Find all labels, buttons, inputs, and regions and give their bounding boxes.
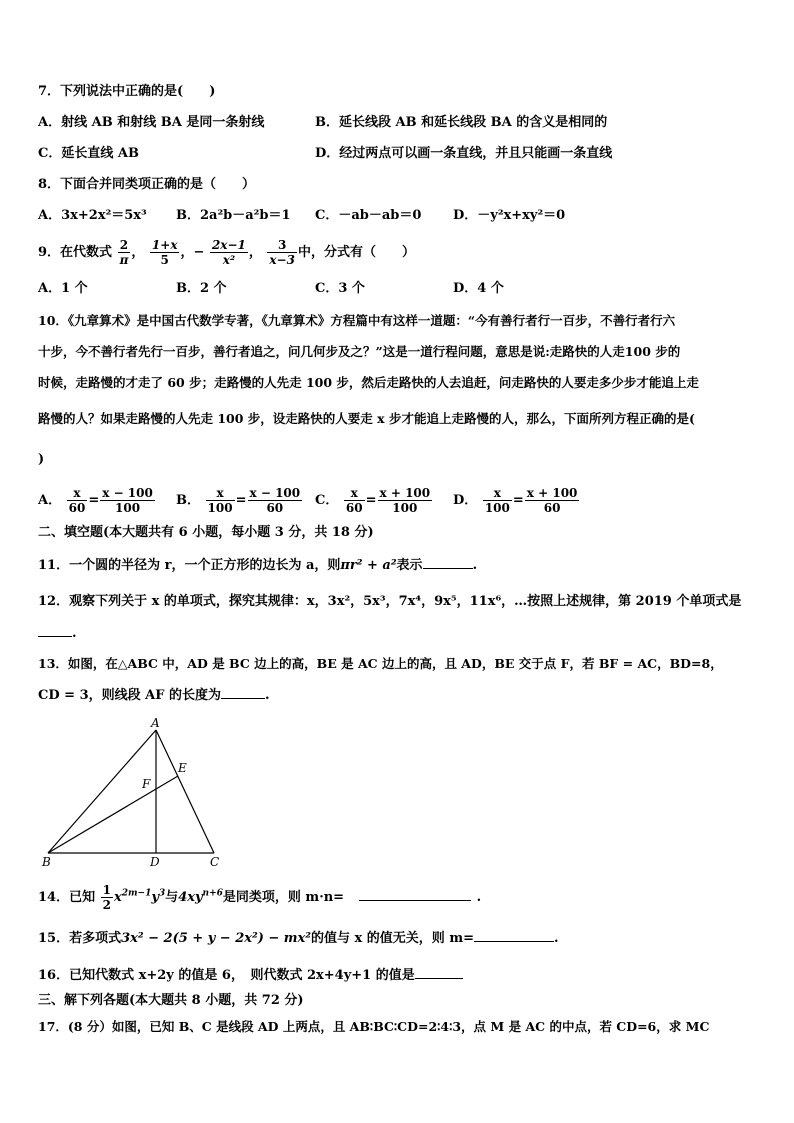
edge-ac (156, 730, 214, 853)
q9-fraction-2: $\frac{1+x}{5}$ (151, 238, 178, 267)
q8-option-a: A．3x+2x²＝5x³ (38, 208, 147, 223)
q10-option-c: C． $\frac{x}{60}$ = $\frac{x + 100}{100}$ (315, 486, 431, 515)
q7-option-c: C．延长直线 AB (38, 146, 139, 161)
q8-option-d: D．－y²x+xy²＝0 (453, 208, 566, 223)
q11-answer-blank[interactable] (423, 556, 473, 569)
q9-option-a: A．1 个 (38, 281, 88, 296)
q12-line-1: 12．观察下列关于 x 的单项式，探究其规律：x，3x²，5x³，7x⁴，9x⁵，11x⁶，…按照上述规律，第 2019 个单项式是 (38, 594, 742, 609)
q10-line-1: 10．《九章算术》是中国古代数学专著，《九章算术》方程篇中有这样一道题：“今有善行者行一百步，不善行者行六 (38, 313, 676, 328)
q10-line-2: 十步，今不善行者先行一百步，善行者追之，问几何步及之？”这是一道行程问题，意思是说:走路快的人走100 步的 (38, 344, 681, 359)
q14-answer-blank[interactable] (359, 888, 471, 901)
section-3-heading: 三、解下列各题(本大题共 8 小题，共 72 分) (38, 993, 304, 1008)
q13-line-1: 13．如图，在△ABC 中，AD 是 BC 边上的高，BE 是 AC 边上的高，且 AD，BE 交于点 F，若 BF = AC，BD=8， (38, 656, 723, 671)
q15: 15．若多项式3x² − 2(5 + y − 2x²) − mx²的值与 x 的值无关，则 m= . (38, 931, 559, 946)
q9-stem: 9．在代数式 $\frac{2}{\pi}$ ， $\frac{1+x}{5}$ ，− $\frac{2x-1}{\text{x²}}$ ， $\frac{3}{x-3}$ 中，分式有（ ） (38, 238, 415, 267)
label-b: B (42, 855, 51, 869)
label-d: D (150, 855, 160, 869)
q9-fraction-3: $\frac{2x-1}{\text{x²}}$ (211, 238, 246, 267)
q13-answer-blank[interactable] (221, 686, 265, 699)
label-c: C (210, 855, 220, 869)
q9-fraction-1: $\frac{2}{\pi}$ (119, 238, 129, 267)
q16-answer-blank[interactable] (415, 966, 463, 979)
label-e: E (178, 761, 187, 775)
q12-line-2: . (38, 624, 77, 643)
q10-option-d: D． $\frac{x}{100}$ = $\frac{x + 100}{60}$ (453, 486, 578, 515)
edge-ab (48, 730, 156, 853)
q15-answer-blank[interactable] (474, 929, 554, 942)
q10-line-4: 路慢的人？如果走路慢的人先走 100 步，设走路快的人要走 x 步才能追上走路慢的人，那么，下面所列方程正确的是( (38, 411, 695, 426)
q12-answer-blank[interactable] (38, 624, 72, 637)
altitude-be (48, 776, 178, 853)
q9-option-d: D．4 个 (453, 281, 504, 296)
q17: 17．(8 分）如图，已知 B、C 是线段 AD 上两点，且 AB∶BC∶CD=2∶4∶3，点 M 是 AC 的中点，若 CD=6，求 MC (38, 1019, 710, 1034)
q10-option-a: A． $\frac{x}{60}$ = $\frac{x - 100}{100}$ (38, 486, 153, 515)
q10-line-3: 时候，走路慢的才走了 60 步；走路慢的人先走 100 步，然后走路快的人去追赶，问走路快的人要走多少步才能追上走 (38, 375, 699, 390)
q7-option-b: B．延长线段 AB 和延长线段 BA 的含义是相同的 (315, 115, 608, 130)
q10-option-b: B． $\frac{x}{100}$ = $\frac{x - 100}{60}$ (176, 486, 301, 515)
q7-option-a: A．射线 AB 和射线 BA 是同一条射线 (38, 115, 265, 130)
q7-stem: 7．下列说法中正确的是( ) (38, 84, 216, 99)
section-2-heading: 二、填空题(本大题共有 6 小题，每小题 3 分，共 18 分) (38, 525, 374, 540)
q9-fraction-4: $\frac{3}{x-3}$ (269, 238, 295, 267)
q10-line-5: ) (38, 452, 45, 467)
q11: 11．一个圆的半径为 r，一个正方形的边长为 a，则πr² + a²表示 . (38, 558, 478, 573)
q9-option-b: B．2 个 (176, 281, 227, 296)
q9-stem-post: 中，分式有（ ） (297, 245, 415, 260)
q16: 16．已知代数式 x+2y 的值是 6， 则代数式 2x+4y+1 的值是 (38, 966, 463, 985)
q9-option-c: C．3 个 (315, 281, 365, 296)
q8-stem: 8．下面合并同类项正确的是（ ） (38, 177, 256, 192)
q8-option-b: B．2a²b－a²b＝1 (176, 208, 291, 223)
q11-expression: πr² + a² (340, 558, 397, 573)
q14: 14．已知 $\frac{1}{2}$ $x^{2m-1}y^3$与$4xy^{n+6}$是同类项，则 m·n= . (38, 883, 482, 912)
triangle-figure (38, 718, 238, 870)
q7-option-d: D．经过两点可以画一条直线，并且只能画一条直线 (315, 146, 613, 161)
q9-stem-pre: 9．在代数式 (38, 245, 113, 260)
label-a: A (151, 718, 160, 730)
q8-option-c: C．－ab－ab＝0 (315, 208, 422, 223)
q13-line-2: CD = 3，则线段 AF 的长度为 . (38, 688, 270, 703)
q15-expression: 3x² − 2(5 + y − 2x²) − mx² (121, 931, 311, 946)
label-f: F (142, 777, 151, 791)
